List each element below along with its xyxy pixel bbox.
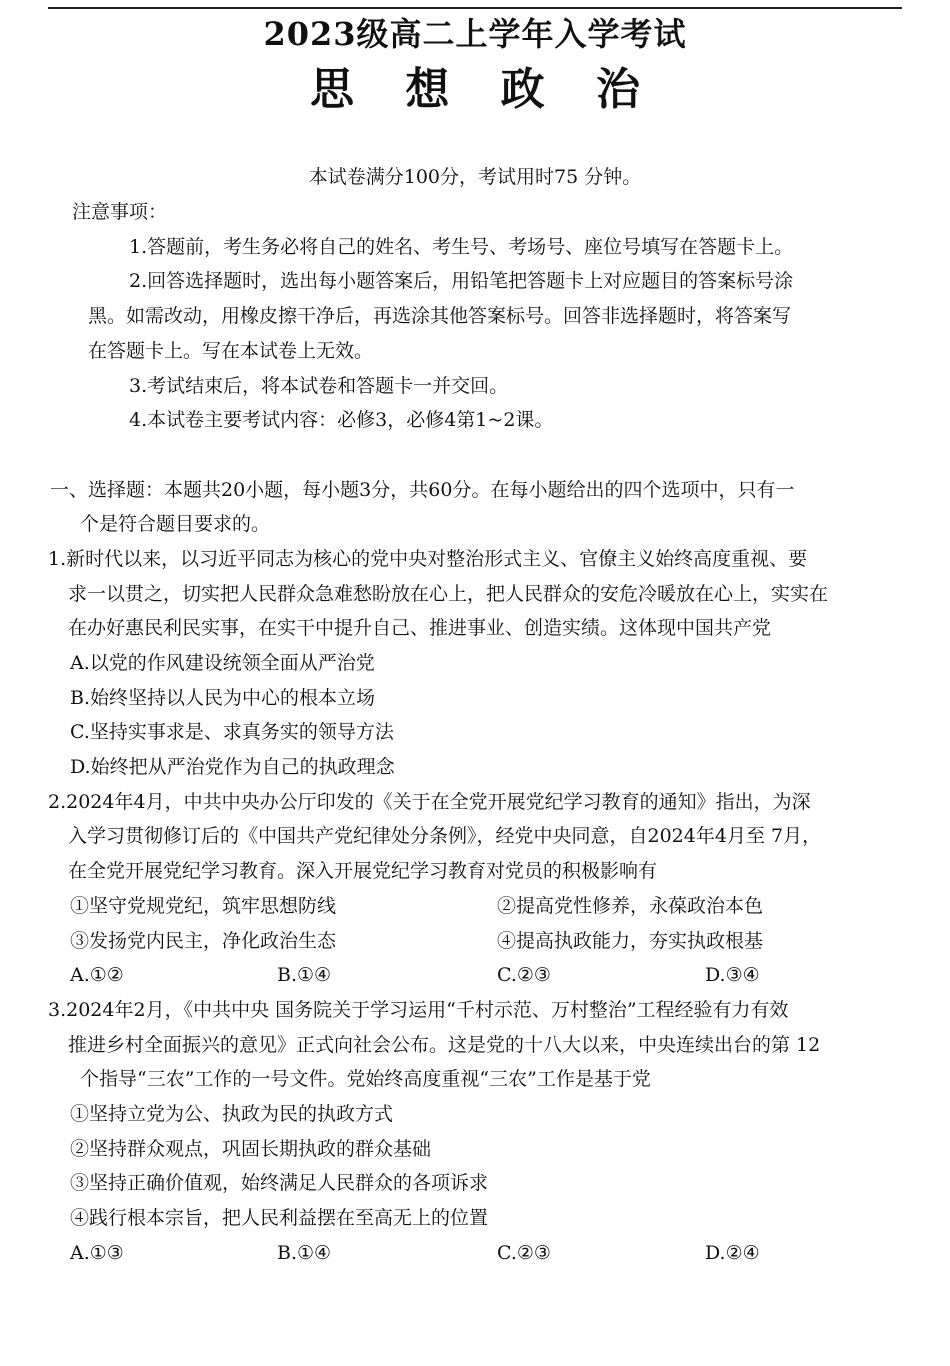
notice-item-1: 1.答题前，考生务必将自己的姓名、考生号、考场号、座位号填写在答题卡上。 — [129, 236, 794, 258]
q2-stem-line-1: 2.2024年4月，中共中央办公厅印发的《关于在全党开展党纪学习教育的通知》指出，为深 — [48, 791, 811, 813]
notice-item-3: 3.考试结束后，将本试卷和答题卡一并交回。 — [129, 375, 509, 397]
subject-title: 思 想 政 治 — [310, 64, 658, 115]
q3-stem-line-3: 个指导“三农”工作的一号文件。党始终高度重视“三农”工作是基于党 — [80, 1068, 651, 1090]
q2-item-2: ②提高党性修养，永葆政治本色 — [497, 895, 764, 917]
q3-item-1: ①坚持立党为公、执政为民的执政方式 — [70, 1103, 394, 1125]
q1-stem-line-2: 求一以贯之，切实把人民群众急难愁盼放在心上，把人民群众的安危冷暖放在心上，实实在 — [68, 583, 829, 605]
q2-option-a: A.①② — [70, 964, 124, 986]
q3-item-4: ④践行根本宗旨，把人民利益摆在至高无上的位置 — [70, 1207, 489, 1229]
q3-item-3: ③坚持正确价值观，始终满足人民群众的各项诉求 — [70, 1172, 489, 1194]
q2-item-3: ③发扬党内民主，净化政治生态 — [70, 930, 337, 952]
q3-option-d: D.②④ — [705, 1242, 760, 1264]
q1-option-d: D.始终把从严治党作为自己的执政理念 — [70, 756, 395, 778]
q1-stem-line-1: 1.新时代以来，以习近平同志为核心的党中央对整治形式主义、官僚主义始终高度重视、要 — [48, 548, 808, 570]
notice-heading: 注意事项： — [72, 201, 168, 223]
exam-title: 2023级高二上学年入学考试 — [263, 15, 687, 53]
top-rule — [48, 7, 902, 9]
q2-item-4: ④提高执政能力，夯实执政根基 — [497, 930, 764, 952]
q2-item-1: ①坚守党规党纪，筑牢思想防线 — [70, 895, 337, 917]
q3-option-c: C.②③ — [497, 1242, 551, 1264]
q2-option-d: D.③④ — [705, 964, 760, 986]
q2-stem-line-2: 入学习贯彻修订后的《中国共产党纪律处分条例》，经党中央同意，自2024年4月至 7月， — [68, 825, 822, 847]
score-line: 本试卷满分100分，考试用时75 分钟。 — [308, 166, 642, 188]
q1-option-a: A.以党的作风建设统领全面从严治党 — [70, 652, 375, 674]
q3-option-b: B.①④ — [277, 1242, 332, 1264]
section-heading-line-2: 个是符合题目要求的。 — [80, 513, 271, 535]
section-heading-line-1: 一、选择题：本题共20小题，每小题3分，共60分。在每小题给出的四个选项中，只有一 — [50, 479, 795, 501]
q1-option-c: C.坚持实事求是、求真务实的领导方法 — [70, 721, 394, 743]
q1-option-b: B.始终坚持以人民为中心的根本立场 — [70, 687, 376, 709]
notice-item-4: 4.本试卷主要考试内容：必修3，必修4第1~2课。 — [129, 409, 554, 431]
notice-item-2-line-3: 在答题卡上。写在本试卷上无效。 — [88, 340, 374, 362]
notice-item-2-line-1: 2.回答选择题时，选出每小题答案后，用铅笔把答题卡上对应题目的答案标号涂 — [129, 270, 794, 292]
q2-stem-line-3: 在全党开展党纪学习教育。深入开展党纪学习教育对党员的积极影响有 — [68, 860, 658, 882]
q1-stem-line-3: 在办好惠民利民实事，在实干中提升自己、推进事业、创造实绩。这体现中国共产党 — [68, 617, 772, 639]
q2-option-b: B.①④ — [277, 964, 332, 986]
q3-stem-line-2: 推进乡村全面振兴的意见》正式向社会公布。这是党的十八大以来，中央连续出台的第 12 — [68, 1034, 821, 1056]
q2-option-c: C.②③ — [497, 964, 551, 986]
q3-option-a: A.①③ — [70, 1242, 124, 1264]
notice-item-2-line-2: 黑。如需改动，用橡皮擦干净后，再选涂其他答案标号。回答非选择题时，将答案写 — [88, 305, 792, 327]
q3-stem-line-1: 3.2024年2月，《中共中央 国务院关于学习运用“千村示范、万村整治”工程经验有力有效 — [48, 999, 789, 1021]
q3-item-2: ②坚持群众观点，巩固长期执政的群众基础 — [70, 1138, 432, 1160]
